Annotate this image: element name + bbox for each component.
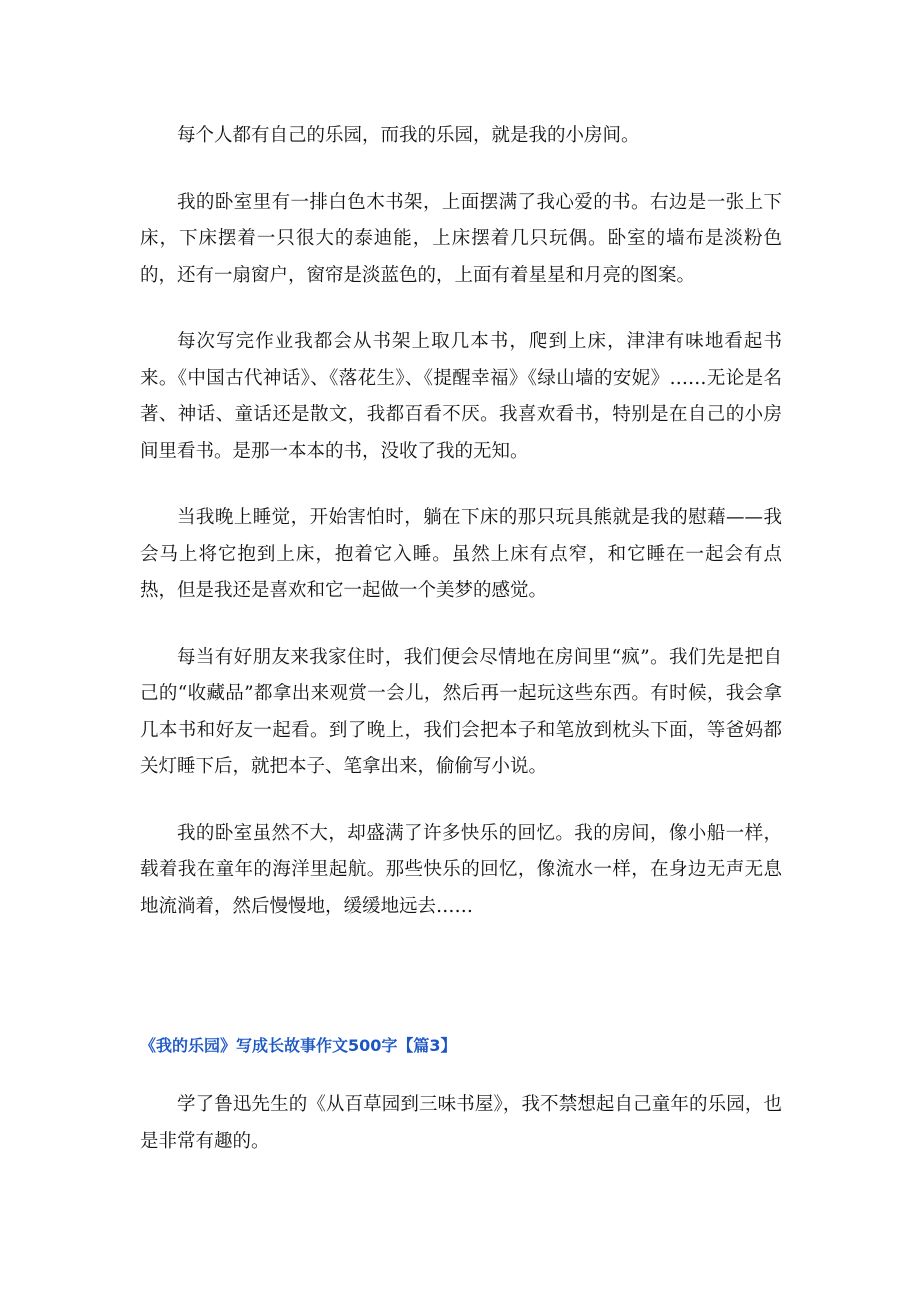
paragraph-2: 我的卧室里有一排白色木书架，上面摆满了我心爱的书。右边是一张上下床，下床摆着一只很大的泰迪能，上床摆着几只玩偶。卧室的墙布是淡粉色的，还有一扇窗户，窗帘是淡蓝色的，上面有着星星和月亮的图案。 bbox=[140, 191, 782, 286]
section-paragraph-1: 学了鲁迅先生的《从百草园到三味书屋》，我不禁想起自己童年的乐园，也是非常有趣的。 bbox=[140, 1094, 782, 1152]
section-heading: 《我的乐园》写成长故事作文500字【篇3】 bbox=[140, 1036, 457, 1055]
paragraph-4: 当我晚上睡觉，开始害怕时，躺在下床的那只玩具熊就是我的慰藉——我会马上将它抱到上床，抱着它入睡。虽然上床有点窄，和它睡在一起会有点热，但是我还是喜欢和它一起做一个美梦的感觉。 bbox=[140, 507, 782, 601]
document-page bbox=[140, 118, 782, 1190]
section-spacer bbox=[140, 955, 782, 1031]
paragraph-5: 每当有好朋友来我家住时，我们便会尽情地在房间里“疯”。我们先是把自己的“收藏品”都拿出来观赏一会儿，然后再一起玩这些东西。有时候，我会拿几本书和好友一起看。到了晚上，我们会把本子和笔放到枕头下面，等爸妈都关灯睡下后，就把本子、笔拿出来，偷偷写小说。 bbox=[140, 646, 782, 777]
paragraph-1: 每个人都有自己的乐园，而我的乐园，就是我的小房间。 bbox=[177, 125, 640, 146]
paragraph-6: 我的卧室虽然不大，却盛满了许多快乐的回忆。我的房间，像小船一样，载着我在童年的海洋里起航。那些快乐的回忆，像流水一样，在身边无声无息地流淌着，然后慢慢地，缓缓地远去…… bbox=[140, 822, 782, 917]
paragraph-3: 每次写完作业我都会从书架上取几本书，爬到上床，津津有味地看起书来。《中国古代神话》、《落花生》、《提醒幸福》《绿山墙的安妮》……无论是名著、神话、童话还是散文，我都百看不厌。我喜欢看书，特别是在自己的小房间里看书。是那一本本的书，没收了我的无知。 bbox=[140, 331, 782, 462]
